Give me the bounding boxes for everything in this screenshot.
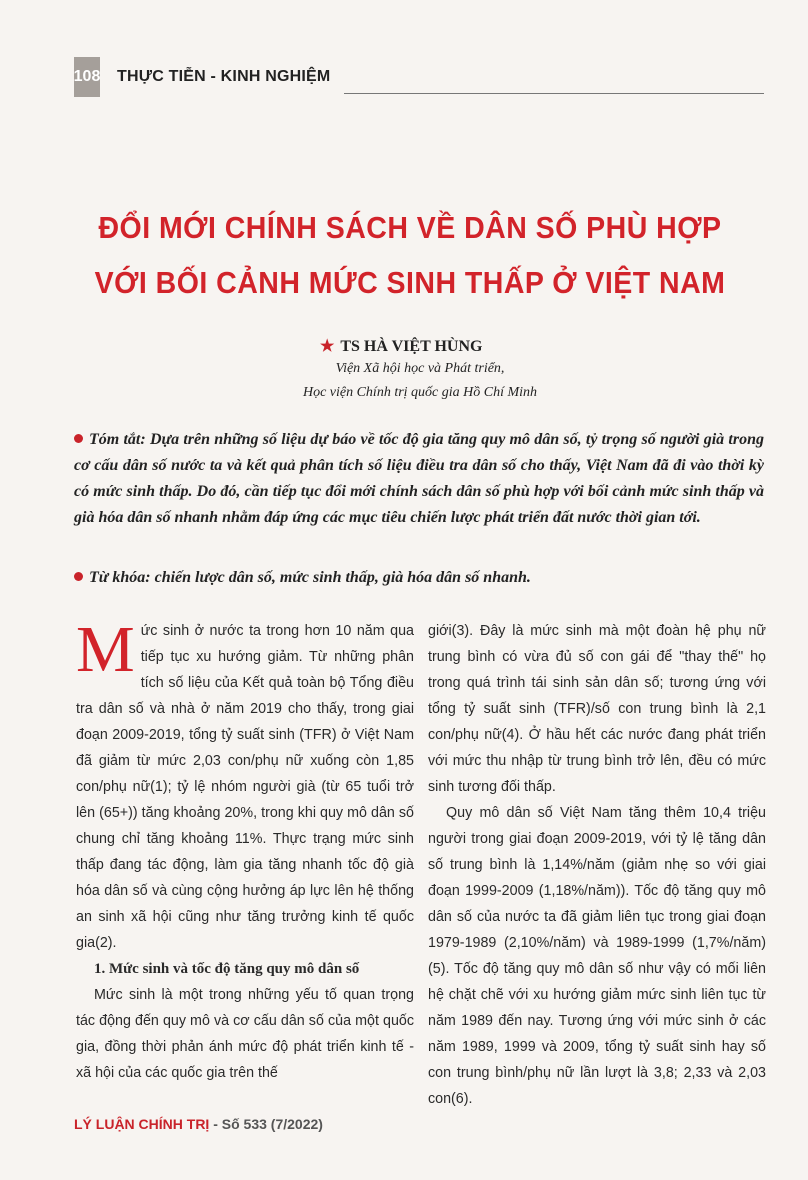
author-name: TS HÀ VIỆT HÙNG <box>340 338 483 355</box>
abstract-text: Tóm tắt: Dựa trên những số liệu dự báo về tốc độ gia tăng quy mô dân số, tỷ trọng số người già trong cơ cấu dân số nước ta và kết quả phân tích số liệu điều tra dân số cho thấy, Việt Nam đã đi vào thời kỳ có mức sinh thấp. Do đó, cần tiếp tục đổi mới chính sách dân số phù hợp với bối cảnh mức sinh thấp và già hóa dân số nhanh nhằm đáp ứng các mục tiêu chiến lược phát triển đất nước thời gian tới. <box>74 431 764 526</box>
affiliation-line-2: Học viện Chính trị quốc gia Hồ Chí Minh <box>302 385 538 400</box>
keywords <box>74 569 764 587</box>
paragraph-intro-text: ức sinh ở nước ta trong hơn 10 năm qua tiếp tục xu hướng giảm. Từ những phân tích số liệu của Kết quả toàn bộ Tổng điều tra dân số và nhà ở năm 2019 cho thấy, trong giai đoạn 2009-2019, tổng tỷ suất sinh (TFR) ở Việt Nam đã giảm từ mức 2,03 con/phụ nữ xuống còn 1,85 con/phụ nữ(1); tỷ lệ nhóm người già (từ 65 tuổi trở lên (65+)) tăng khoảng 20%, trong khi quy mô dân số chung chỉ tăng khoảng 11%. Thực trạng mức sinh thấp đang tác động, làm gia tăng nhanh tốc độ già hóa dân số và cùng cộng hưởng áp lực lên hệ thống an sinh xã hội cũng như tăng trưởng kinh tế quốc gia(2). <box>76 623 414 951</box>
issue-number: - Số 533 (7/2022) <box>209 1116 323 1132</box>
paragraph: Mức sinh là một trong những yếu tố quan trọng tác động đến quy mô và cơ cấu dân số của một quốc gia, đồng thời phản ánh mức độ phát triển kinh tế - xã hội của các quốc gia trên thế <box>76 987 414 1081</box>
title-line-1: ĐỔI MỚI CHÍNH SÁCH VỀ DÂN SỐ PHÙ HỢP <box>98 210 722 245</box>
paragraph: Quy mô dân số Việt Nam tăng thêm 10,4 triệu người trong giai đoạn 2009-2019, với tỷ lệ tăng dân số trung bình là 1,14%/năm (giảm nhẹ so với giai đoạn 1999-2009 (1,18%/năm)). Tốc độ tăng quy mô dân số của nước ta đã giảm liên tục trong giai đoạn 1979-1989 (2,10%/năm) và 1989-1999 (1,7%/năm)(5). Tốc độ tăng quy mô dân số như vậy có mối liên hệ chặt chẽ với xu hướng giảm mức sinh liên tục từ năm 1989 đến nay. Tương ứng với mức sinh ở các năm 1989, 1999 và 2009, tổng tỷ suất sinh hay số con trung bình/phụ nữ lần lượt là 3,8; 2,33 và 2,03 con(6). <box>428 805 766 1107</box>
keywords-text: Từ khóa: chiến lược dân số, mức sinh thấp, già hóa dân số nhanh. <box>89 569 531 586</box>
journal-name: LÝ LUẬN CHÍNH TRỊ <box>74 1116 210 1132</box>
header-rule <box>344 93 764 94</box>
paragraph: giới(3). Đây là mức sinh mà một đoàn hệ phụ nữ trung bình có vừa đủ số con gái để "thay thế" họ trong quá trình tái sinh sản dân số; tương ứng với tổng tỷ suất sinh (TFR)/số con trung bình là 2,1 con/phụ nữ(4). Ở hầu hết các nước đang phát triển với mức thu nhập từ trung bình trở lên, đều có mức sinh tương đối thấp. <box>428 623 766 795</box>
star-icon: ★ <box>320 338 335 355</box>
affiliation-line-1: Viện Xã hội học và Phát triển, <box>335 361 505 376</box>
section-label: THỰC TIỄN - KINH NGHIỆM <box>117 68 331 85</box>
author <box>320 336 482 356</box>
article-title <box>88 200 732 310</box>
abstract <box>74 427 764 531</box>
drop-cap: M <box>76 613 135 686</box>
page-number: 108 <box>74 57 100 97</box>
column-right <box>428 618 766 1112</box>
column-left <box>76 613 414 1086</box>
footer <box>74 1116 323 1132</box>
bullet-icon <box>74 572 83 581</box>
title-line-2: VỚI BỐI CẢNH MỨC SINH THẤP Ở VIỆT NAM <box>94 265 726 300</box>
section-heading: 1. Mức sinh và tốc độ tăng quy mô dân số <box>94 961 360 977</box>
paragraph-intro <box>76 613 414 956</box>
bullet-icon <box>74 434 83 443</box>
